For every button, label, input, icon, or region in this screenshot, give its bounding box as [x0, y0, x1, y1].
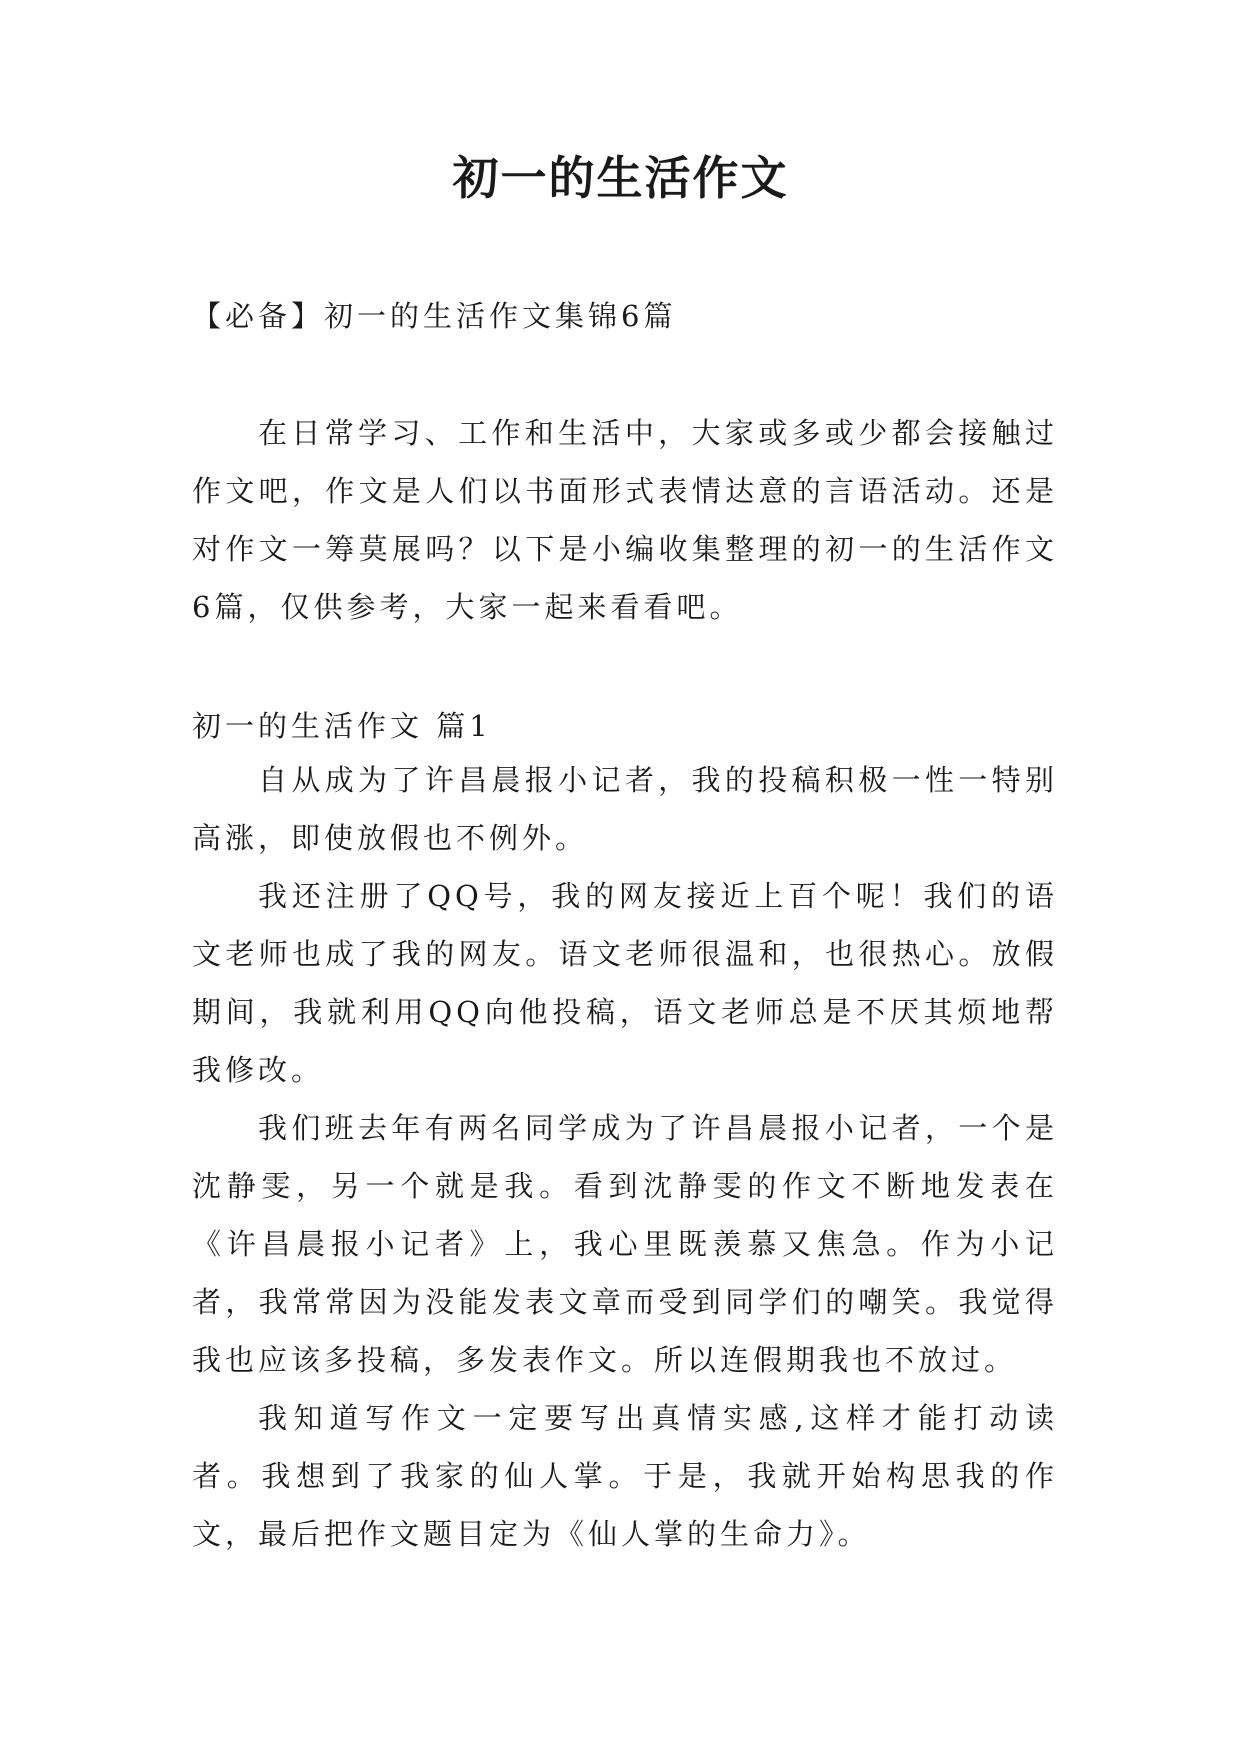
intro-paragraph: 在日常学习、工作和生活中，大家或多或少都会接触过作文吧，作文是人们以书面形式表情达意的言语活动。还是对作文一筹莫展吗？以下是小编收集整理的初一的生活作文6篇，仅供参考，大家一起来看看吧。: [192, 416, 1058, 624]
article-paragraph: 我们班去年有两名同学成为了许昌晨报小记者，一个是沈静雯，另一个就是我。看到沈静雯的作文不断地发表在《许昌晨报小记者》上，我心里既羡慕又焦急。作为小记者，我常常因为没能发表文章而受到同学们的嘲笑。我觉得我也应该多投稿，多发表作文。所以连假期我也不放过。: [192, 1111, 1058, 1377]
intro-section: [192, 404, 1058, 636]
article-paragraph: 自从成为了许昌晨报小记者，我的投稿积极一性一特别高涨，即使放假也不例外。: [192, 763, 1058, 855]
section-heading: 初一的生活作文 篇1: [192, 709, 492, 743]
article-paragraph: 我知道写作文一定要写出真情实感,这样才能打动读者。我想到了我家的仙人掌。于是，我就开始构思我的作文，最后把作文题目定为《仙人掌的生命力》。: [192, 1401, 1058, 1551]
article-body: [192, 751, 1058, 1563]
article-paragraph: 我还注册了QQ号，我的网友接近上百个呢！我们的语文老师也成了我的网友。语文老师很温和，也很热心。放假期间，我就利用QQ向他投稿，语文老师总是不厌其烦地帮我修改。: [192, 879, 1058, 1087]
page-title: 初一的生活作文: [452, 151, 789, 205]
document-subtitle: 【必备】初一的生活作文集锦6篇: [192, 299, 677, 333]
